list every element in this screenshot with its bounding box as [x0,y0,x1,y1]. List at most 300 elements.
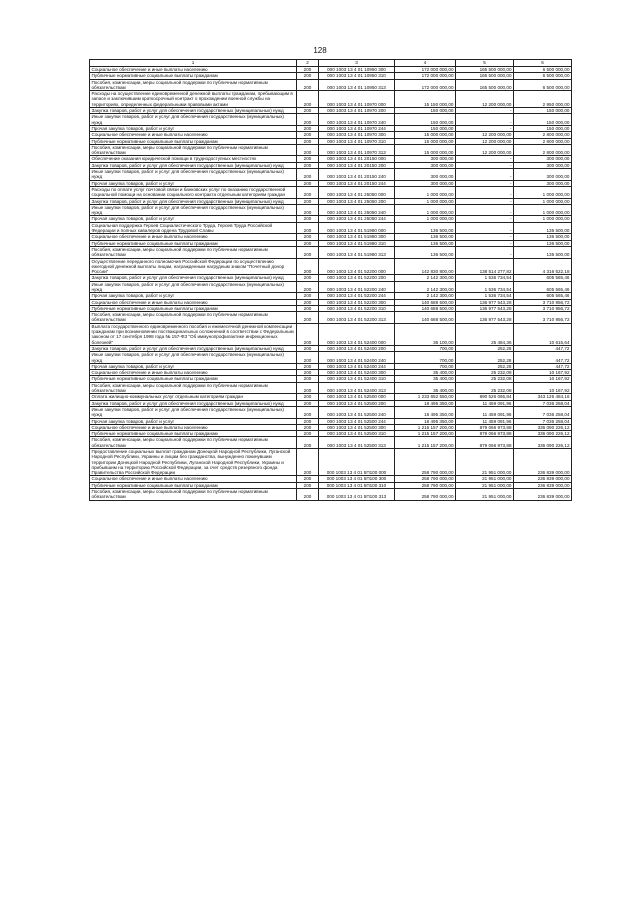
row-name-cell: Закупка товаров, работ и услуг для обеспечения государственных (муниципальных) нужд [90,345,297,351]
table-header-row [90,60,572,67]
admin-code-cell: 200 [297,363,319,369]
table-row [90,312,572,324]
row-name-cell: Расходы по оплате услуг почтовой связи и банковских услуг по оказанию государственной социальной помощи на основании социального контракта отдельным категориям граждан [90,186,297,198]
row-name-cell: Оплата жилищно-коммунальных услуг отдельным категориям граждан [90,394,297,400]
executed-amount-cell: 1 536 734,54 [456,293,514,299]
remaining-amount-cell: 4 316 522,18 [514,258,572,275]
row-name-cell: Публичные нормативные социальные выплаты гражданам [90,431,297,437]
table-row [90,293,572,299]
admin-code-cell: 200 [297,305,319,311]
column-header: 1 [90,60,297,67]
row-name-cell: Социальное обеспечение и иные выплаты населению [90,476,297,482]
budget-classification-cell: 000 1003 13 4 01 52400 200 [319,345,395,351]
budget-classification-cell: 000 1003 13 4 01 25050 200 [319,198,395,204]
approved-amount-cell: 142 830 800,00 [395,258,456,275]
executed-amount-cell: - [456,240,514,246]
executed-amount-cell: 21 951 000,00 [456,476,514,482]
row-name-cell: Социальное обеспечение и иные выплаты населению [90,299,297,305]
approved-amount-cell: 36 100,00 [395,323,456,345]
executed-amount-cell: - [456,114,514,126]
budget-classification-cell: 000 1003 13 4 01 52500 240 [319,406,395,418]
admin-code-cell: 200 [297,114,319,126]
table-row [90,114,572,126]
remaining-amount-cell: 3 710 956,72 [514,305,572,311]
approved-amount-cell: 136 500,00 [395,222,456,234]
admin-code-cell: 200 [297,437,319,449]
remaining-amount-cell: 150 000,00 [514,114,572,126]
admin-code-cell: 200 [297,156,319,162]
approved-amount-cell: 136 500,00 [395,240,456,246]
row-name-cell: Пособия, компенсации, меры социальной поддержки по публичным нормативным обязательствам [90,382,297,394]
approved-amount-cell: 2 142 300,00 [395,275,456,281]
table-row [90,449,572,476]
remaining-amount-cell: 1 000 000,00 [514,198,572,204]
row-name-cell: Закупка товаров, работ и услуг для обеспечения государственных (муниципальных) нужд [90,400,297,406]
column-header: 6 [514,60,572,67]
remaining-amount-cell: 1 000 000,00 [514,204,572,216]
budget-classification-cell: 000 1003 13 4 01 52400 310 [319,376,395,382]
admin-code-cell: 200 [297,138,319,144]
approved-amount-cell: 1 000 000,00 [395,198,456,204]
budget-classification-cell: 000 1003 13 4 01 10970 000 [319,91,395,108]
row-name-cell: Публичные нормативные социальные выплаты гражданам [90,138,297,144]
admin-code-cell: 200 [297,418,319,424]
budget-classification-cell: 000 1003 13 4 01 52400 240 [319,352,395,364]
remaining-amount-cell: 336 090 226,12 [514,437,572,449]
executed-amount-cell: - [456,204,514,216]
admin-code-cell: 200 [297,424,319,430]
page-number: 128 [313,46,327,55]
budget-classification-cell: 000 1003 13 4 01 5П100 310 [319,482,395,488]
budget-classification-cell: 000 1003 13 4 01 52200 313 [319,312,395,324]
table-row [90,91,572,108]
executed-amount-cell: 879 066 973,88 [456,437,514,449]
row-name-cell: Публичные нормативные социальные выплаты гражданам [90,482,297,488]
row-name-cell: Публичные нормативные социальные выплаты гражданам [90,305,297,311]
budget-classification-cell: 000 1003 13 4 01 52200 244 [319,293,395,299]
table-row [90,73,572,79]
admin-code-cell: 200 [297,162,319,168]
budget-classification-cell: 000 1003 13 4 01 51980 000 [319,222,395,234]
row-name-cell: Социальное обеспечение и иные выплаты населению [90,132,297,138]
executed-amount-cell: 165 500 000,00 [456,67,514,73]
budget-classification-cell: 000 1003 13 4 01 51980 313 [319,246,395,258]
budget-classification-cell: 000 1003 13 4 01 51980 310 [319,240,395,246]
table-row [90,400,572,406]
approved-amount-cell: 258 790 000,00 [395,482,456,488]
budget-classification-cell: 000 1003 13 4 01 10950 310 [319,73,395,79]
admin-code-cell: 200 [297,144,319,156]
remaining-amount-cell: 605 565,46 [514,275,572,281]
approved-amount-cell: 35 400,00 [395,382,456,394]
approved-amount-cell: 1 215 157 200,00 [395,437,456,449]
approved-amount-cell: 300 000,00 [395,169,456,181]
admin-code-cell: 200 [297,180,319,186]
budget-classification-cell: 000 1003 13 4 01 52500 310 [319,431,395,437]
table-row [90,323,572,345]
table-row [90,305,572,311]
executed-amount-cell: 165 500 000,00 [456,79,514,91]
table-row [90,186,572,198]
table-row [90,482,572,488]
budget-classification-cell: 000 1003 13 4 01 25050 000 [319,186,395,198]
executed-amount-cell: 25 232,08 [456,376,514,382]
column-header: 5 [456,60,514,67]
executed-amount-cell: - [456,180,514,186]
approved-amount-cell: 1 215 157 200,00 [395,424,456,430]
budget-classification-cell: 000 1003 13 4 01 25050 240 [319,204,395,216]
approved-amount-cell: 150 000,00 [395,114,456,126]
executed-amount-cell: 12 200 000,00 [456,132,514,138]
admin-code-cell: 200 [297,204,319,216]
executed-amount-cell: - [456,186,514,198]
column-header: 3 [319,60,395,67]
remaining-amount-cell: 300 000,00 [514,162,572,168]
table-row [90,79,572,91]
row-name-cell: Осуществление переданного полномочия Российской Федерации по осуществлению ежегодной денежной выплаты лицам, награжденным нагрудным знаком "Почетный донор России" [90,258,297,275]
budget-classification-cell: 000 1003 13 4 01 52200 200 [319,275,395,281]
remaining-amount-cell: 136 500,00 [514,234,572,240]
row-name-cell: Прочая закупка товаров, работ и услуг [90,125,297,131]
remaining-amount-cell: 136 500,00 [514,246,572,258]
row-name-cell: Прочая закупка товаров, работ и услуг [90,418,297,424]
table-row [90,222,572,234]
approved-amount-cell: 1 000 000,00 [395,216,456,222]
remaining-amount-cell: 136 500,00 [514,240,572,246]
approved-amount-cell: 15 000 000,00 [395,144,456,156]
budget-classification-cell: 000 1003 13 4 01 52200 240 [319,281,395,293]
row-name-cell: Предоставление социальных выплат гражданам Донецкой Народной Республики, Луганской Народной Республики, Украины и лицам без гражданства, вынужденно покинувшим территории Донецкой Народной Республики, Луганской Народной Республики, Украины и прибывшим на территорию Российской Федерации, за счет средств резервного фонда Правительства Российской Федерации [90,449,297,476]
approved-amount-cell: 700,00 [395,345,456,351]
table-row [90,382,572,394]
table-row [90,299,572,305]
row-name-cell: Прочая закупка товаров, работ и услуг [90,363,297,369]
budget-classification-cell: 000 1003 13 4 01 52400 300 [319,370,395,376]
executed-amount-cell: 21 951 000,00 [456,489,514,501]
admin-code-cell: 200 [297,406,319,418]
approved-amount-cell: 700,00 [395,363,456,369]
table-row [90,345,572,351]
row-name-cell: Пособия, компенсации, меры социальной поддержки по публичным нормативным обязательствам [90,79,297,91]
remaining-amount-cell: 150 000,00 [514,108,572,114]
admin-code-cell: 200 [297,240,319,246]
admin-code-cell: 200 [297,449,319,476]
approved-amount-cell: 300 000,00 [395,180,456,186]
budget-table [89,59,572,501]
row-name-cell: Прочая закупка товаров, работ и услуг [90,216,297,222]
budget-classification-cell: 000 1003 13 4 01 5П100 300 [319,476,395,482]
table-row [90,275,572,281]
executed-amount-cell: 138 514 277,82 [456,258,514,275]
executed-amount-cell: - [456,169,514,181]
remaining-amount-cell: 3 710 956,72 [514,299,572,305]
admin-code-cell: 200 [297,431,319,437]
budget-classification-cell: 000 1003 13 4 01 5П100 000 [319,449,395,476]
executed-amount-cell: 252,28 [456,352,514,364]
remaining-amount-cell: 2 800 000,00 [514,144,572,156]
budget-classification-cell: 000 1003 13 4 01 52200 300 [319,299,395,305]
budget-classification-cell: 000 1003 13 4 01 20150 240 [319,169,395,181]
executed-amount-cell: 25 232,08 [456,382,514,394]
budget-classification-cell: 000 1003 13 4 01 10970 300 [319,132,395,138]
budget-classification-cell: 000 1003 13 4 01 20150 244 [319,180,395,186]
approved-amount-cell: 15 150 000,00 [395,91,456,108]
approved-amount-cell: 2 142 300,00 [395,281,456,293]
row-name-cell: Пособия, компенсации, меры социальной поддержки по публичным нормативным обязательствам [90,312,297,324]
row-name-cell: Выплата государственного единовременного пособия и ежемесячной денежной компенсации гражданам при возникновении поствакцинальных осложнений в соответствии с Федеральным законом от 17 сентября 1998 года № 157-ФЗ "Об иммунопрофилактике инфекционных болезней" [90,323,297,345]
approved-amount-cell: 258 790 000,00 [395,476,456,482]
executed-amount-cell: 890 526 065,84 [456,394,514,400]
executed-amount-cell: 12 200 000,00 [456,144,514,156]
row-name-cell: Публичные нормативные социальные выплаты гражданам [90,73,297,79]
approved-amount-cell: 136 500,00 [395,234,456,240]
executed-amount-cell: - [456,156,514,162]
remaining-amount-cell: 6 500 000,00 [514,67,572,73]
remaining-amount-cell: 605 565,46 [514,293,572,299]
remaining-amount-cell: 1 000 000,00 [514,186,572,198]
approved-amount-cell: 1 233 652 550,00 [395,394,456,400]
table-row [90,67,572,73]
approved-amount-cell: 140 688 500,00 [395,299,456,305]
row-name-cell: Пособия, компенсации, меры социальной поддержки по публичным нормативным обязательствам [90,437,297,449]
executed-amount-cell: 11 459 091,96 [456,406,514,418]
budget-classification-cell: 000 1003 13 4 01 10950 313 [319,79,395,91]
remaining-amount-cell: 236 839 000,00 [514,489,572,501]
remaining-amount-cell: 7 036 258,04 [514,406,572,418]
row-name-cell: Социальная поддержка Героев Социалистического Труда, Героев Труда Российской Федерации и полных кавалеров ордена Трудовой Славы [90,222,297,234]
remaining-amount-cell: 6 500 000,00 [514,79,572,91]
approved-amount-cell: 18 495 350,00 [395,418,456,424]
row-name-cell: Социальное обеспечение и иные выплаты населению [90,67,297,73]
admin-code-cell: 200 [297,67,319,73]
remaining-amount-cell: 6 500 000,00 [514,73,572,79]
admin-code-cell: 200 [297,323,319,345]
approved-amount-cell: 35 400,00 [395,376,456,382]
admin-code-cell: 200 [297,169,319,181]
admin-code-cell: 200 [297,382,319,394]
executed-amount-cell: 25 484,36 [456,323,514,345]
budget-classification-cell: 000 1003 13 4 01 10970 310 [319,138,395,144]
remaining-amount-cell: 7 036 258,04 [514,418,572,424]
approved-amount-cell: 300 000,00 [395,162,456,168]
table-row [90,204,572,216]
table-row [90,281,572,293]
admin-code-cell: 200 [297,186,319,198]
table-row [90,144,572,156]
budget-classification-cell: 000 1003 13 4 01 25050 244 [319,216,395,222]
admin-code-cell: 200 [297,258,319,275]
budget-classification-cell: 000 1003 13 4 01 52200 310 [319,305,395,311]
approved-amount-cell: 140 688 500,00 [395,305,456,311]
row-name-cell: Пособия, компенсации, меры социальной поддержки по публичным нормативным обязательствам [90,144,297,156]
approved-amount-cell: 172 000 000,00 [395,73,456,79]
budget-classification-cell: 000 1003 13 4 01 51980 300 [319,234,395,240]
approved-amount-cell: 258 790 000,00 [395,449,456,476]
table-row [90,169,572,181]
row-name-cell: Иные закупки товаров, работ и услуг для обеспечения государственных (муниципальных) нужд [90,281,297,293]
row-name-cell: Закупка товаров, работ и услуг для обеспечения государственных (муниципальных) нужд [90,108,297,114]
admin-code-cell: 200 [297,299,319,305]
approved-amount-cell: 15 000 000,00 [395,138,456,144]
executed-amount-cell: 252,28 [456,363,514,369]
table-row [90,476,572,482]
executed-amount-cell: 12 200 000,00 [456,91,514,108]
budget-classification-cell: 000 1003 13 4 01 20150 200 [319,162,395,168]
table-row [90,437,572,449]
admin-code-cell: 200 [297,376,319,382]
approved-amount-cell: 136 500,00 [395,246,456,258]
column-header: 4 [395,60,456,67]
admin-code-cell: 200 [297,352,319,364]
row-name-cell: Обеспечение оказания юридической помощи в труднодоступных местностях [90,156,297,162]
admin-code-cell: 200 [297,198,319,204]
executed-amount-cell: - [456,216,514,222]
approved-amount-cell: 1 000 000,00 [395,186,456,198]
admin-code-cell: 200 [297,73,319,79]
executed-amount-cell: - [456,246,514,258]
row-name-cell: Социальное обеспечение и иные выплаты населению [90,234,297,240]
remaining-amount-cell: 300 000,00 [514,180,572,186]
remaining-amount-cell: 236 839 000,00 [514,449,572,476]
budget-classification-cell: 000 1003 13 4 01 52200 000 [319,258,395,275]
executed-amount-cell: - [456,108,514,114]
table-row [90,363,572,369]
remaining-amount-cell: 1 000 000,00 [514,216,572,222]
admin-code-cell: 200 [297,476,319,482]
executed-amount-cell: 165 500 000,00 [456,73,514,79]
approved-amount-cell: 150 000,00 [395,125,456,131]
approved-amount-cell: 1 000 000,00 [395,204,456,216]
row-name-cell: Прочая закупка товаров, работ и услуг [90,293,297,299]
row-name-cell: Публичные нормативные социальные выплаты гражданам [90,376,297,382]
budget-classification-cell: 000 1003 13 4 01 52500 300 [319,424,395,430]
remaining-amount-cell: 300 000,00 [514,156,572,162]
executed-amount-cell: 21 951 000,00 [456,482,514,488]
budget-classification-cell: 000 1003 13 4 01 10970 200 [319,108,395,114]
executed-amount-cell: - [456,125,514,131]
row-name-cell: Иные закупки товаров, работ и услуг для обеспечения государственных (муниципальных) нужд [90,406,297,418]
table-row [90,394,572,400]
executed-amount-cell: 136 977 543,28 [456,299,514,305]
executed-amount-cell: 21 951 000,00 [456,449,514,476]
admin-code-cell: 200 [297,482,319,488]
remaining-amount-cell: 236 839 000,00 [514,476,572,482]
executed-amount-cell: - [456,162,514,168]
executed-amount-cell: 252,28 [456,345,514,351]
row-name-cell: Прочая закупка товаров, работ и услуг [90,180,297,186]
budget-classification-cell: 000 1003 13 4 01 52400 000 [319,323,395,345]
budget-classification-cell: 000 1003 13 4 01 10970 244 [319,125,395,131]
executed-amount-cell: 136 977 543,28 [456,312,514,324]
budget-classification-cell: 000 1003 13 4 01 52500 313 [319,437,395,449]
remaining-amount-cell: 2 800 000,00 [514,132,572,138]
remaining-amount-cell: 136 500,00 [514,222,572,234]
admin-code-cell: 200 [297,108,319,114]
remaining-amount-cell: 300 000,00 [514,169,572,181]
executed-amount-cell: 136 977 543,28 [456,305,514,311]
executed-amount-cell: 12 200 000,00 [456,138,514,144]
admin-code-cell: 200 [297,394,319,400]
admin-code-cell: 200 [297,246,319,258]
table-row [90,424,572,430]
admin-code-cell: 200 [297,79,319,91]
remaining-amount-cell: 447,72 [514,345,572,351]
table-row [90,132,572,138]
executed-amount-cell: 1 536 734,54 [456,275,514,281]
budget-classification-cell: 000 1003 13 4 01 52500 000 [319,394,395,400]
column-header: 2 [297,60,319,67]
table-row [90,489,572,501]
admin-code-cell: 200 [297,125,319,131]
approved-amount-cell: 18 495 350,00 [395,406,456,418]
budget-classification-cell: 000 1003 13 4 01 10970 313 [319,144,395,156]
remaining-amount-cell: 343 126 484,16 [514,394,572,400]
row-name-cell: Расходы на осуществление единовременной денежной выплаты гражданам, пребывающим в запасе и заключившим краткосрочный контракт о прохождении военной службы на территориях, определенных федеральными правовыми актами [90,91,297,108]
budget-classification-cell: 000 1003 13 4 01 52500 244 [319,418,395,424]
remaining-amount-cell: 336 090 226,12 [514,431,572,437]
row-name-cell: Иные закупки товаров, работ и услуг для обеспечения государственных (муниципальных) нужд [90,352,297,364]
table-row [90,376,572,382]
row-name-cell: Пособия, компенсации, меры социальной поддержки по публичным нормативным обязательствам [90,246,297,258]
approved-amount-cell: 35 400,00 [395,370,456,376]
remaining-amount-cell: 236 839 000,00 [514,482,572,488]
approved-amount-cell: 140 688 500,00 [395,312,456,324]
approved-amount-cell: 700,00 [395,352,456,364]
admin-code-cell: 200 [297,281,319,293]
admin-code-cell: 200 [297,91,319,108]
executed-amount-cell: - [456,222,514,234]
admin-code-cell: 200 [297,489,319,501]
row-name-cell: Социальное обеспечение и иные выплаты населению [90,370,297,376]
remaining-amount-cell: 10 167,92 [514,370,572,376]
admin-code-cell: 200 [297,275,319,281]
executed-amount-cell: 879 066 973,88 [456,431,514,437]
remaining-amount-cell: 336 090 226,12 [514,424,572,430]
approved-amount-cell: 18 495 350,00 [395,400,456,406]
table-row [90,138,572,144]
table-row [90,352,572,364]
budget-classification-cell: 000 1003 13 4 01 10970 240 [319,114,395,126]
table-body [90,67,572,501]
approved-amount-cell: 150 000,00 [395,108,456,114]
executed-amount-cell: - [456,234,514,240]
admin-code-cell: 200 [297,222,319,234]
admin-code-cell: 200 [297,345,319,351]
row-name-cell: Закупка товаров, работ и услуг для обеспечения государственных (муниципальных) нужд [90,198,297,204]
executed-amount-cell: 25 232,08 [456,370,514,376]
admin-code-cell: 200 [297,234,319,240]
row-name-cell: Социальное обеспечение и иные выплаты населению [90,424,297,430]
row-name-cell: Иные закупки товаров, работ и услуг для обеспечения государственных (муниципальных) нужд [90,114,297,126]
admin-code-cell: 200 [297,400,319,406]
budget-classification-cell: 000 1003 13 4 01 52500 200 [319,400,395,406]
row-name-cell: Иные закупки товаров, работ и услуг для обеспечения государственных (муниципальных) нужд [90,169,297,181]
remaining-amount-cell: 150 000,00 [514,125,572,131]
executed-amount-cell: 879 066 973,88 [456,424,514,430]
remaining-amount-cell: 10 615,64 [514,323,572,345]
admin-code-cell: 200 [297,312,319,324]
table-row [90,246,572,258]
remaining-amount-cell: 2 950 000,00 [514,91,572,108]
executed-amount-cell: - [456,198,514,204]
remaining-amount-cell: 10 167,92 [514,376,572,382]
executed-amount-cell: 1 536 734,54 [456,281,514,293]
remaining-amount-cell: 7 036 258,04 [514,400,572,406]
approved-amount-cell: 172 000 000,00 [395,79,456,91]
row-name-cell: Иные закупки товаров, работ и услуг для обеспечения государственных (муниципальных) нужд [90,204,297,216]
approved-amount-cell: 300 000,00 [395,156,456,162]
approved-amount-cell: 258 790 000,00 [395,489,456,501]
